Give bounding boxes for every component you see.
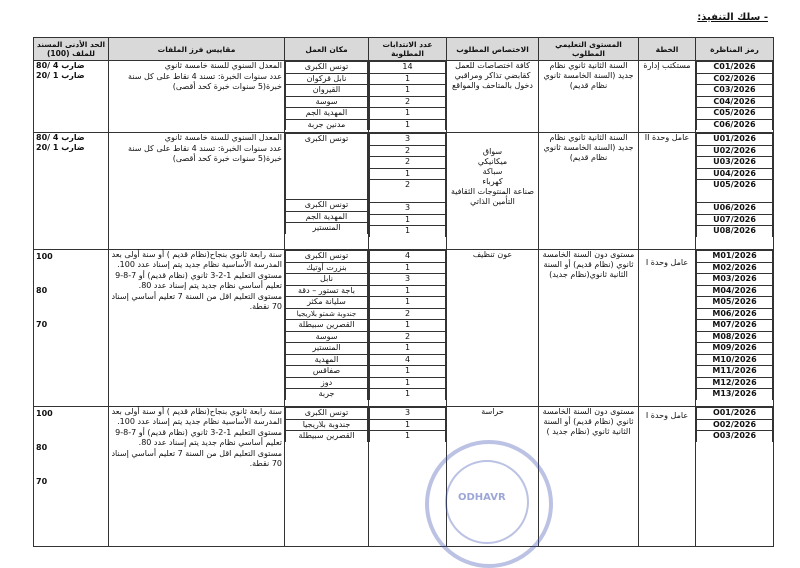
code-cell: U03/2026 [697, 157, 773, 169]
header-level: المستوى التعليمي المطلوب [539, 38, 639, 61]
place-cell: مدنين جربة [286, 119, 368, 130]
code-cell: M05/2026 [697, 297, 773, 309]
code-cell: C05/2026 [697, 108, 773, 120]
stamp-text: ODHAVR [458, 492, 506, 503]
code-cell: M12/2026 [697, 377, 773, 389]
score-item: 80/ ضارب 4 [36, 61, 85, 70]
criteria-item: سنة رابعة ثانوي بنجاح(نظام قديم ) أو سنة أولى بعد المدرسة الأساسية نظام جديد يتم إسناد عدد 100. [111, 250, 282, 269]
count-cell: 1 [370, 108, 446, 120]
count-cell: 1 [370, 343, 446, 355]
code-cell: M01/2026 [697, 251, 773, 263]
score-cell [34, 133, 109, 250]
codes-m [696, 250, 773, 400]
place-cell: المهدية [286, 354, 368, 366]
count-cell: 1 [370, 431, 446, 442]
header-code: رمز المناظرة [696, 38, 774, 61]
place-cell: المنستير [286, 343, 368, 355]
specialty-item: ميكانيكي [477, 157, 508, 166]
criteria-item: عدد سنوات الخبرة: تسند 4 نقاط على كل سنة خبرة(5 سنوات خبرة كحد أقصى) [128, 72, 282, 91]
score-item: 80 [36, 443, 48, 452]
code-cell: U01/2026 [697, 134, 773, 146]
count-cell: 1 [370, 297, 446, 309]
codes-c [696, 61, 773, 130]
codes-o [696, 407, 773, 442]
code-cell: M02/2026 [697, 262, 773, 274]
count-cell: 1 [370, 226, 446, 237]
counts-o [369, 407, 446, 442]
code-cell: M09/2026 [697, 343, 773, 355]
count-cell: 2 [370, 96, 446, 108]
code-cell: M10/2026 [697, 354, 773, 366]
code-cell: M07/2026 [697, 320, 773, 332]
code-cell: O01/2026 [697, 408, 773, 420]
count-cell: 14 [370, 62, 446, 74]
place-cell: القصرين سبيطلة [286, 431, 368, 442]
header-row [34, 38, 774, 61]
specialty-item: التأمين الذاتي [470, 197, 515, 206]
count-cell: 1 [370, 168, 446, 180]
count-cell: 1 [370, 285, 446, 297]
recruitment-table [33, 37, 774, 547]
count-cell: 1 [370, 366, 446, 378]
header-place: مكان العمل [285, 38, 369, 61]
count-cell: 1 [370, 389, 446, 400]
code-cell: M04/2026 [697, 285, 773, 297]
code-cell: U04/2026 [697, 168, 773, 180]
count-cell: 1 [370, 214, 446, 226]
count-cell: 1 [370, 377, 446, 389]
header-score: الحد الأدنى المسند للملف (100) [34, 38, 109, 61]
score-item: 100 [36, 252, 53, 261]
specialty-item: سواق [482, 147, 503, 156]
code-cell: M03/2026 [697, 274, 773, 286]
section-o [34, 407, 774, 547]
place-cell: تونس الكبرى [286, 408, 368, 420]
place-cell: تونس الكبرى [286, 251, 368, 263]
score-item: 80/ ضارب 4 [36, 133, 85, 142]
place-cell: المهدية الجم [286, 211, 368, 223]
count-cell: 1 [370, 262, 446, 274]
code-cell: C04/2026 [697, 96, 773, 108]
plan-cell: مستكتب إدارة [639, 61, 696, 133]
criteria-cell [109, 250, 285, 407]
count-cell: 2 [370, 331, 446, 343]
specialty-cell: كافة اختصاصات للعمل كقابضي تذاكر ومراقبي دخول بالمتاحف والمواقع [447, 61, 539, 133]
count-cell: 3 [370, 203, 446, 215]
score-item: 20/ ضارب 1 [36, 143, 85, 152]
count-cell: 2 [370, 145, 446, 157]
code-cell: C06/2026 [697, 119, 773, 130]
count-cell: 3 [370, 274, 446, 286]
count-cell: 1 [370, 419, 446, 431]
criteria-cell [109, 61, 285, 133]
code-cell: O02/2026 [697, 419, 773, 431]
place-cell: جربة [286, 389, 368, 400]
criteria-item: مستوى التعليم اقل من السنة 7 تعليم أساسي إسناد 70 نقطة. [111, 449, 282, 468]
place-cell: سوسة [286, 96, 368, 108]
place-cell: باجة تستور – دقة [286, 285, 368, 297]
criteria-item: عدد سنوات الخبرة: تسند 4 نقاط على كل سنة خبرة(5 سنوات خبرة كحد أقصى) [128, 144, 282, 163]
code-cell: U05/2026 [697, 180, 773, 203]
place-cell: نابل قركوان [286, 73, 368, 85]
plan-cell: عامل وحدة II [639, 133, 696, 250]
count-cell: 2 [370, 157, 446, 169]
place-cell: صفاقس [286, 366, 368, 378]
place-cell: تونس الكبرى [286, 200, 368, 212]
place-cell: القصرين سبيطلة [286, 320, 368, 332]
code-cell: U07/2026 [697, 214, 773, 226]
header-count: عدد الانتدابات المطلوبة [369, 38, 447, 61]
code-cell: C03/2026 [697, 85, 773, 97]
counts-u [369, 133, 446, 237]
place-cell: سوسة [286, 331, 368, 343]
place-cell: دوز [286, 377, 368, 389]
code-cell: M11/2026 [697, 366, 773, 378]
place-cell: سليانة مكثر [286, 297, 368, 309]
place-cell: المهدية الجم [286, 108, 368, 120]
place-cell: القيروان [286, 85, 368, 97]
score-item: 70 [36, 477, 48, 486]
level-cell: السنة الثانية ثانوي نظام جديد (السنة الخامسة ثانوي نظام قديم) [539, 133, 639, 250]
count-cell: 1 [370, 73, 446, 85]
count-cell: 3 [370, 134, 446, 146]
score-item: 20/ ضارب 1 [36, 71, 85, 80]
count-cell: 1 [370, 119, 446, 130]
places-o [285, 407, 368, 442]
place-cell: المنستير [286, 223, 368, 234]
codes-u [696, 133, 773, 237]
criteria-cell [109, 133, 285, 250]
place-cell: تونس الكبرى [286, 134, 368, 200]
places-c [285, 61, 368, 130]
criteria-cell [109, 407, 285, 547]
criteria-item: المعدل السنوي للسنة خامسة ثانوي [164, 133, 282, 142]
score-item: 100 [36, 409, 53, 418]
criteria-item: مستوى التعليم 1-2-3 ثانوي (نظام قديم) أو 7-8-9 تعليم أساسي نظام جديد يتم إسناد عدد 80. [115, 428, 282, 447]
score-cell [34, 407, 109, 547]
count-cell: 1 [370, 320, 446, 332]
counts-c [369, 61, 446, 130]
count-cell: 4 [370, 251, 446, 263]
specialty-item: صناعة المنتوجات الثقافية [450, 187, 535, 196]
specialty-cell: عون تنظيف [447, 250, 539, 407]
criteria-item: سنة رابعة ثانوي بنجاح(نظام قديم ) أو سنة أولى بعد المدرسة الأساسية نظام جديد يتم إسناد عدد 100. [111, 407, 282, 426]
specialty-item: كهرباء [482, 177, 503, 186]
code-cell: U08/2026 [697, 226, 773, 237]
place-cell: جندوبة بلاريجيا [286, 419, 368, 431]
count-cell: 1 [370, 85, 446, 97]
header-plan: الخطة [639, 38, 696, 61]
code-cell: M08/2026 [697, 331, 773, 343]
code-cell: C01/2026 [697, 62, 773, 74]
code-cell: C02/2026 [697, 73, 773, 85]
count-cell: 2 [370, 180, 446, 203]
code-cell: M06/2026 [697, 308, 773, 320]
place-cell: نابل [286, 274, 368, 286]
level-cell: مستوى دون السنة الخامسة ثانوي (نظام قديم) أو السنة الثانية ثانوي (نظام جديد ) [539, 407, 639, 547]
count-cell: 3 [370, 408, 446, 420]
code-cell: U02/2026 [697, 145, 773, 157]
section-m [34, 250, 774, 407]
header-specialty: الاختصاص المطلوب [447, 38, 539, 61]
specialty-list [447, 133, 539, 250]
places-u [285, 133, 368, 234]
place-cell: جندوبة شمتو بلاريجيا [286, 308, 368, 320]
criteria-item: مستوى التعليم اقل من السنة 7 تعليم أساسي إسناد 70 نقطة. [111, 292, 282, 311]
specialty-item: سباكة [482, 167, 503, 176]
score-item: 80 [36, 286, 48, 295]
level-cell: السنة الثانية ثانوي نظام جديد (السنة الخامسة ثانوي نظام قديم) [539, 61, 639, 133]
plan-cell: عامل وحدة I [639, 250, 696, 407]
score-cell [34, 61, 109, 133]
page-title: - سلك التنفيذ: [697, 12, 768, 23]
code-cell: M13/2026 [697, 389, 773, 400]
count-cell: 4 [370, 354, 446, 366]
score-cell [34, 250, 109, 407]
specialty-cell: حراسة [447, 407, 539, 547]
criteria-item: المعدل السنوي للسنة خامسة ثانوي [164, 61, 282, 70]
places-m [285, 250, 368, 400]
count-cell: 2 [370, 308, 446, 320]
place-cell: تونس الكبرى [286, 62, 368, 74]
plan-cell: عامل وحدة I [639, 407, 696, 547]
score-item: 70 [36, 320, 48, 329]
level-cell: مستوى دون السنة الخامسة ثانوي (نظام قديم) أو السنة الثانية ثانوي(نظام جديد) [539, 250, 639, 407]
code-cell: U06/2026 [697, 203, 773, 215]
section-u [34, 133, 774, 250]
criteria-item: مستوى التعليم 1-2-3 ثانوي (نظام قديم) أو 7-8-9 تعليم أساسي نظام جديد يتم إسناد عدد 80. [115, 271, 282, 290]
counts-m [369, 250, 446, 400]
place-cell: بنزرت أوتيك [286, 262, 368, 274]
section-c [34, 61, 774, 133]
header-criteria: مقاييس فرز الملفات [109, 38, 285, 61]
code-cell: O03/2026 [697, 431, 773, 442]
